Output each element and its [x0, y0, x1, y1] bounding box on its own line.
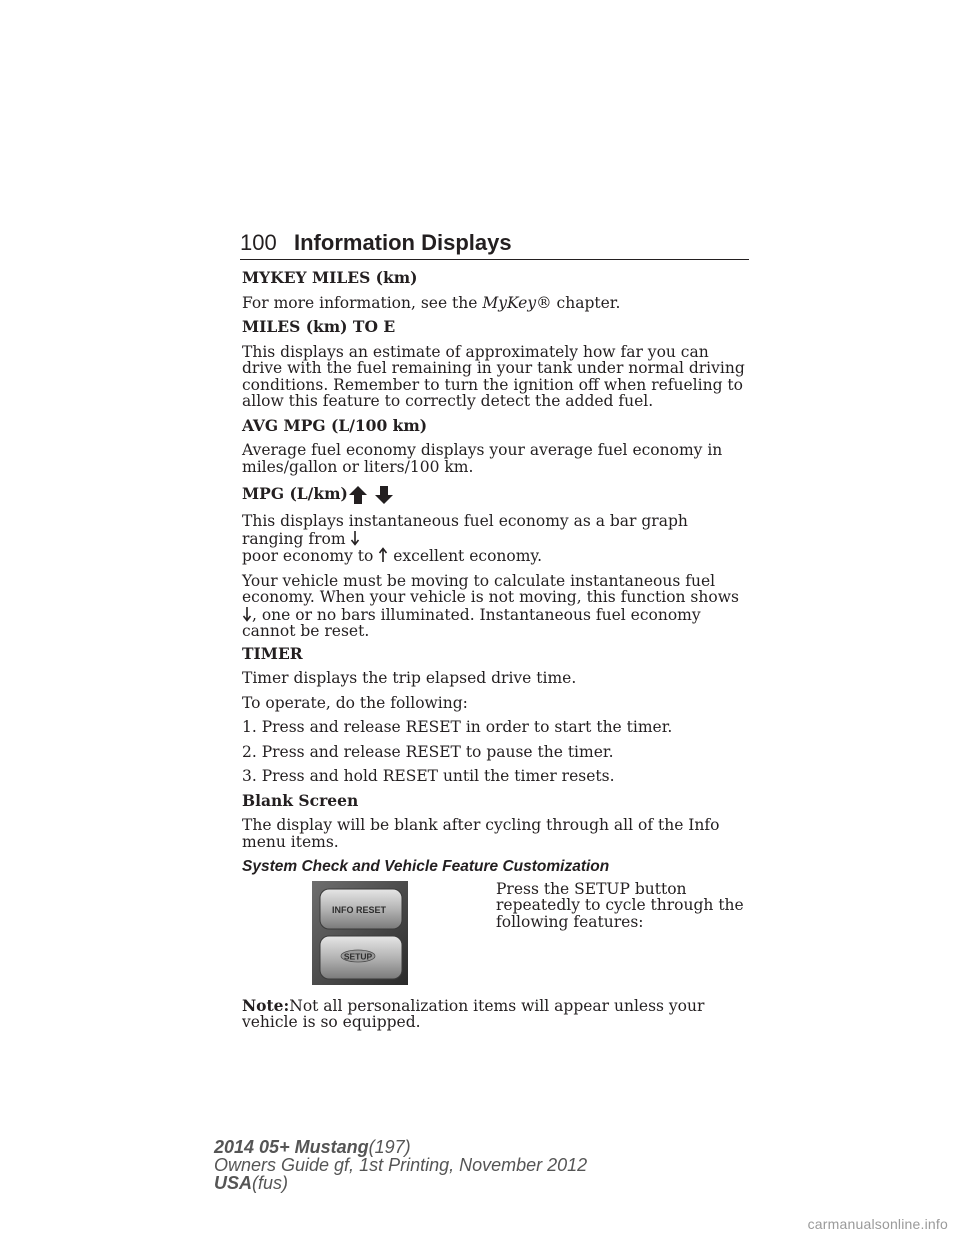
timer-step: 3. Press and hold RESET until the timer resets. — [242, 767, 615, 785]
mpg-body-2: Your vehicle must be moving to calculate instantaneous fuel economy. When your vehicle is not moving, this function shows , one or no bars illuminated. Instantaneous fuel economy cannot be reset. — [242, 571, 739, 640]
page-number: 100 — [240, 230, 277, 255]
miles-to-e-body: This displays an estimate of approximately how far you can drive with the fuel remaining in your tank under normal driving conditions. Remember to turn the ignition off when refueling to allow this feature to correctly detect the added fuel. — [242, 342, 745, 410]
heading-system-check: System Check and Vehicle Feature Customization — [242, 858, 610, 875]
system-check-body: Press the SETUP button repeatedly to cycle through the following features: — [496, 879, 744, 931]
thin-down-arrow-icon — [350, 530, 360, 546]
page-header — [240, 229, 749, 261]
note-label: Note: — [242, 995, 290, 1015]
setup-button-label: SETUP — [343, 951, 373, 961]
timer-body: Timer displays the trip elapsed drive time. — [242, 669, 577, 687]
watermark: carmanualsonline.info — [807, 1216, 948, 1232]
timer-step: 1. Press and release RESET in order to start the timer. — [242, 718, 673, 736]
mpg-down-arrow-icon — [374, 485, 394, 505]
blank-screen-body: The display will be blank after cycling through all of the Info menu items. — [242, 816, 720, 851]
note-paragraph: Note:Not all personalization items will appear unless your vehicle is so equipped. — [242, 995, 705, 1031]
heading-blank-screen: Blank Screen — [242, 790, 359, 810]
heading-miles-to-e: MILES (km) TO E — [242, 317, 396, 336]
mpg-body-1: This displays instantaneous fuel economy as a bar graph ranging from poor economy to excellent economy. — [242, 512, 688, 565]
info-reset-setup-buttons-image — [312, 881, 408, 985]
page-footer — [214, 1138, 587, 1192]
heading-avg-mpg: AVG MPG (L/100 km) — [242, 415, 428, 435]
thin-up-arrow-icon — [378, 547, 388, 563]
avg-mpg-body: Average fuel economy displays your average fuel economy in miles/gallon or liters/100 km. — [242, 441, 723, 476]
footer-line-1: 2014 05+ Mustang(197) — [214, 1137, 411, 1157]
header-rule — [240, 259, 749, 260]
mykey-chapter-link: MyKey — [482, 293, 537, 312]
timer-step: 2. Press and release RESET to pause the timer. — [242, 742, 614, 761]
mpg-up-arrow-icon — [348, 485, 368, 505]
footer-line-2: Owners Guide gf, 1st Printing, November 2012 — [214, 1155, 588, 1175]
mykey-body: For more information, see the MyKey® chapter. — [242, 293, 621, 312]
heading-timer: TIMER — [242, 643, 303, 663]
timer-intro: To operate, do the following: — [242, 693, 468, 712]
thin-down-arrow-icon — [242, 606, 252, 622]
chapter-title: Information Displays — [294, 230, 512, 255]
heading-mpg: MPG (L/km) — [242, 485, 750, 505]
heading-mykey-miles: MYKEY MILES (km) — [242, 268, 418, 287]
footer-line-3: USA(fus) — [214, 1173, 289, 1193]
page-content — [242, 270, 750, 1031]
info-reset-button-label: INFO RESET — [331, 904, 387, 915]
setup-section — [242, 881, 750, 986]
